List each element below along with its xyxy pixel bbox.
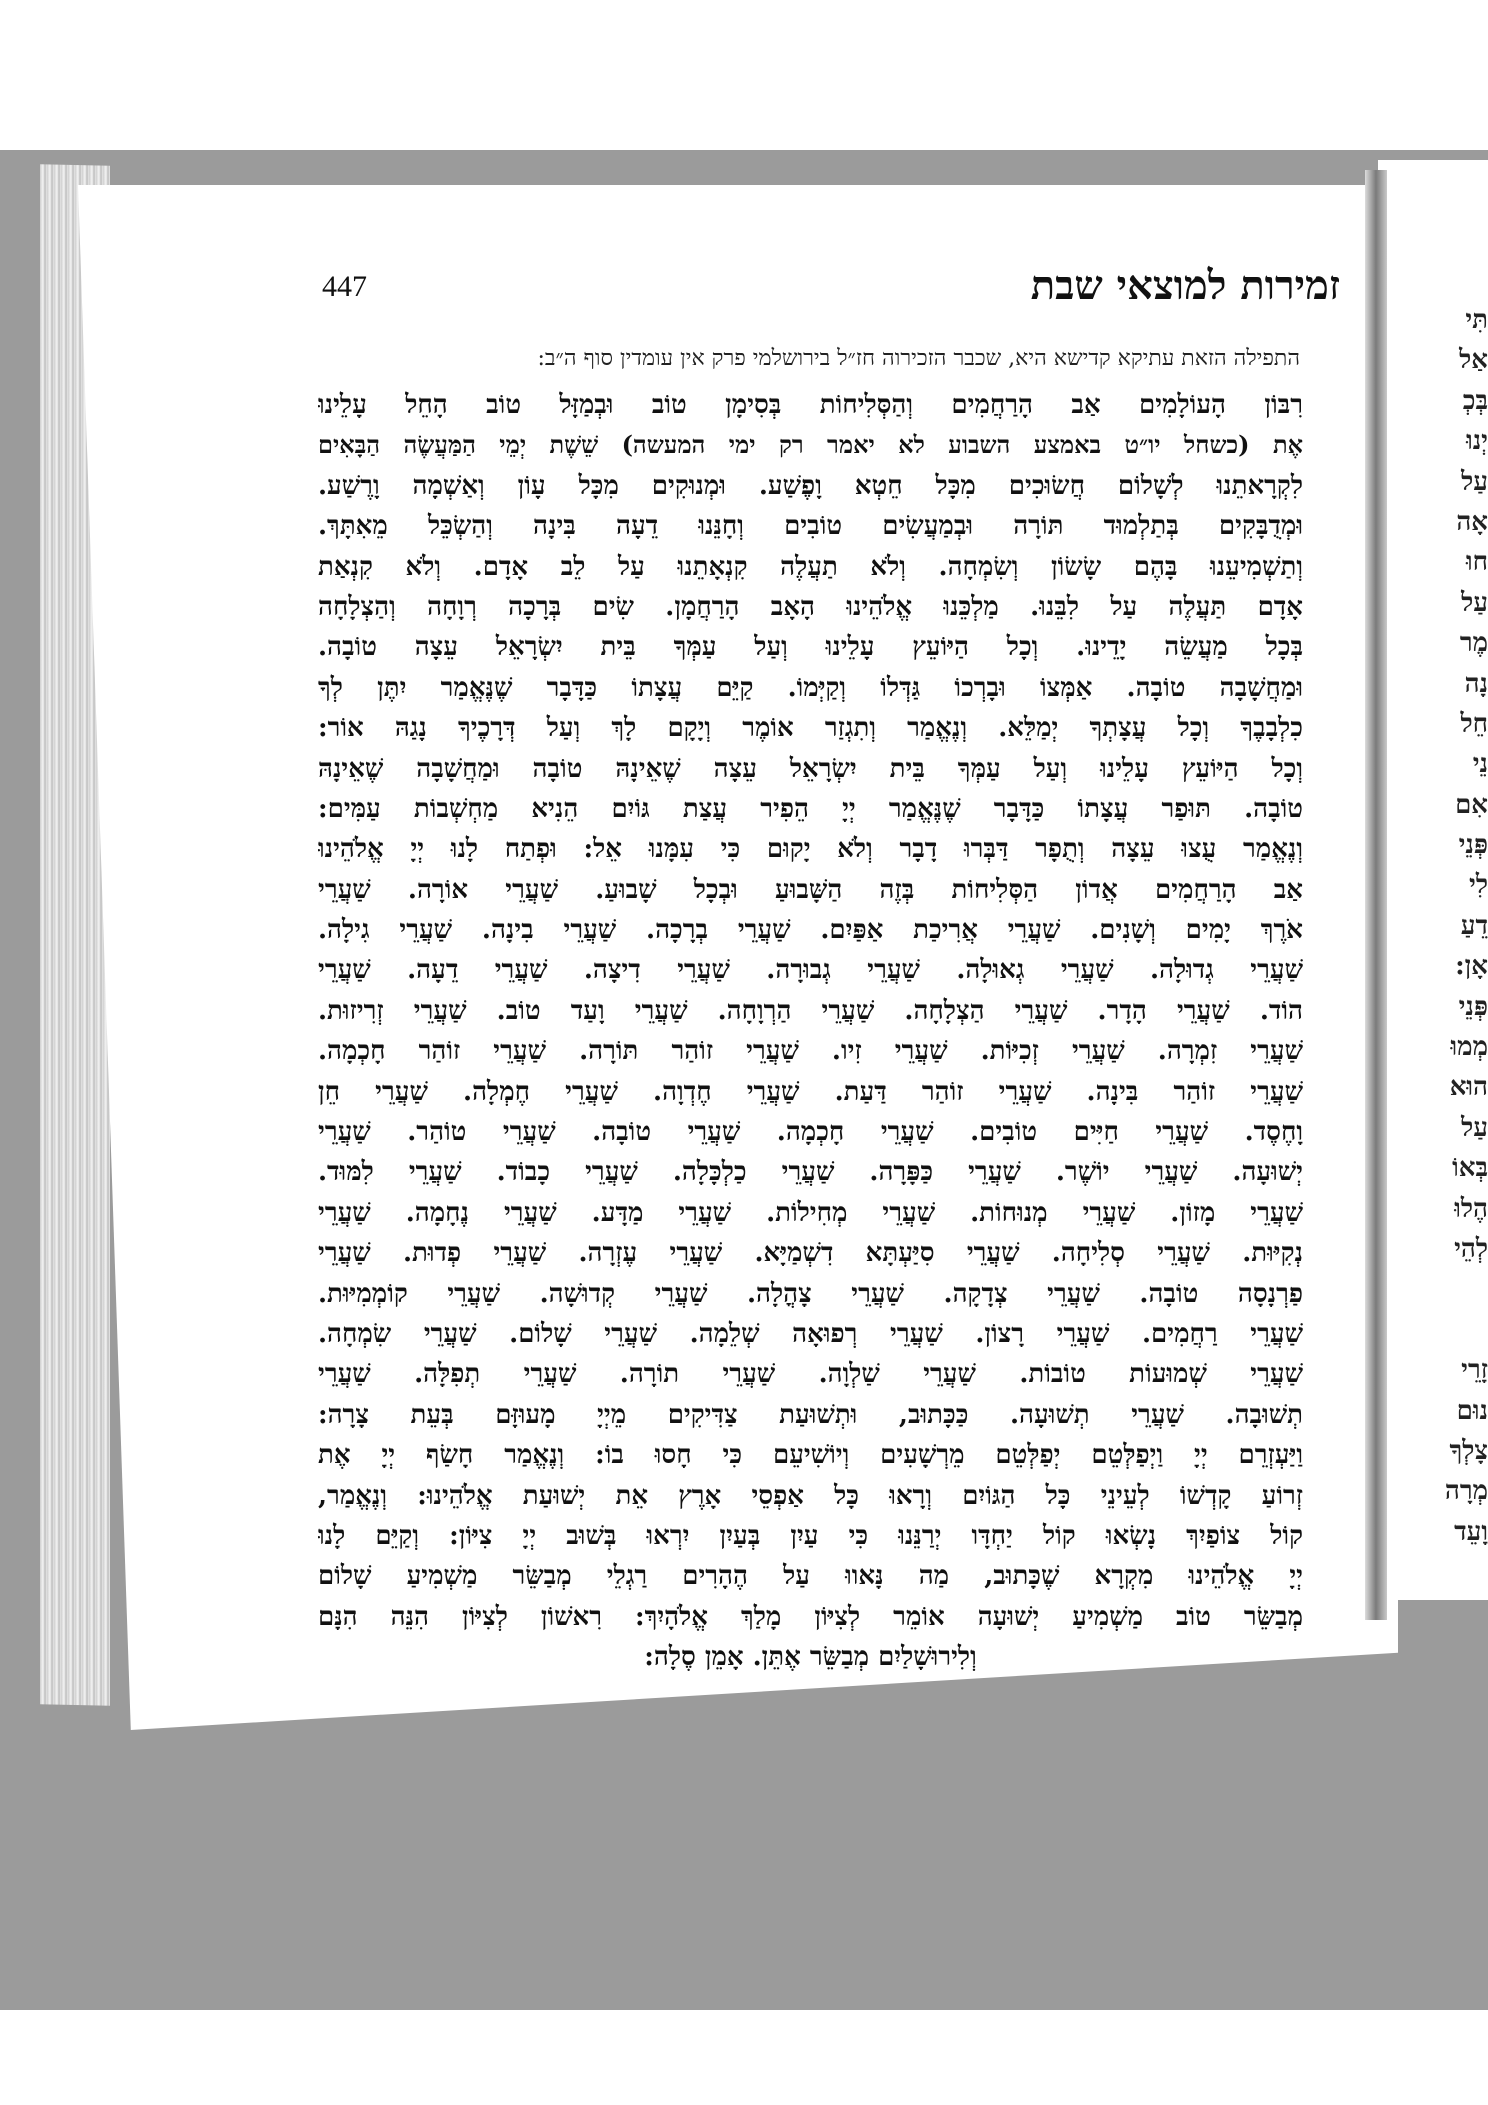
right-page-fragment: מְרָה [1444, 1476, 1488, 1507]
right-page-fragment: נֵי [1472, 749, 1488, 780]
right-page-fragment: וָעֵד [1454, 1516, 1488, 1547]
text-line: וּמַחֲשָׁבָה טוֹבָה. אַמְּצוֹ וּבָרְכוֹ גַּדְּלוֹ וְקַיְּמוֹ. קַיֵּם עֲצָתוֹ כַּדָּבָר שֶׁנֶּאֱמַר יִתֶּן לְךָ [318, 672, 1303, 703]
text-line: שַׁעֲרֵי זִמְרָה. שַׁעֲרֵי זְכִיּוֹת. שַׁעֲרֵי זִיו. שַׁעֲרֵי זוֹהַר תּוֹרָה. שַׁעֲרֵי זוֹהַר חָכְמָה. [318, 1036, 1303, 1067]
text-line: שַׁעֲרֵי רַחֲמִים. שַׁעֲרֵי רָצוֹן. שַׁעֲרֵי רְפוּאָה שְׁלֵמָה. שַׁעֲרֵי שָׁלוֹם. שַׁעֲרֵי שִׂמְחָה. [318, 1318, 1303, 1349]
right-page-fragment: אִם [1455, 789, 1488, 820]
right-page-fragment: אָן: [1455, 951, 1488, 982]
right-page-fragment: תִּי [1465, 305, 1488, 335]
text-line: טוֹבָה. תּוּפַר עֲצָתוֹ כַּדָּבָר שֶׁנֶּאֱמַר יְיָ הֵפִיר עֲצַת גּוֹיִם הֵנִיא מַחְשְׁבוֹת עַמִּים: [318, 793, 1303, 824]
right-page-fragment: עַל [1461, 1112, 1488, 1143]
right-page-text-fragments [1420, 300, 1488, 1552]
text-line: זְרוֹעַ קָדְשׁוֹ לְעֵינֵי כָּל הַגּוֹיִם וְרָאוּ כָּל אַפְסֵי אָרֶץ אֵת יְשׁוּעַת אֱלֹהֵינוּ: וְנֶאֱמַר, [318, 1480, 1303, 1511]
text-line: יְשׁוּעָה. שַׁעֲרֵי יוֹשֶׁר. שַׁעֲרֵי כַּפָּרָה. שַׁעֲרֵי כַלְכָּלָה. שַׁעֲרֵי כָבוֹד. שַׁעֲרֵי לִמּוּד. [318, 1157, 1303, 1188]
right-page-fragment: פְּנֵי [1458, 991, 1488, 1022]
text-line: בְּכָל מַעֲשֵׂה יָדֵינוּ. וְכָל הַיּוֹעֵץ עָלֵינוּ וְעַל עַמְּךָ בֵּית יִשְׂרָאֵל עֵצָה טוֹבָה. [318, 632, 1303, 663]
right-page-fragment: אַל [1459, 345, 1488, 376]
right-page-fragment: נוּם [1456, 1395, 1488, 1426]
text-line: יְיָ אֱלֹהֵינוּ מִקְרָא שֶׁכָּתוּב, מַה נָּאווּ עַל הֶהָרִים רַגְלֵי מְבַשֵּׂר מַשְׁמִיעַ שָׁלוֹם [318, 1561, 1303, 1592]
text-line: אַב הָרַחֲמִים אֲדוֹן הַסְּלִיחוֹת בְּזֶה הַשָּׁבוּעַ וּבְכָל שָׁבוּעַ. שַׁעֲרֵי אוֹרָה. שַׁעֲרֵי [318, 874, 1303, 905]
intro-note: התפילה הזאת עתיקא קדישא היא, שכבר הזכירוה חז״ל בירושלמי פרק אין עומדין סוף ה״ב: [537, 346, 1300, 371]
text-line: אָדָם תַּעֲלֶה עַל לִבֵּנוּ. מַלְכֵּנוּ אֱלֹהֵינוּ הָאָב הָרַחֲמָן. שִׂים בְּרָכָה רְוָחָה וְהַצְלָחָה [318, 591, 1303, 622]
right-page-fragment: צָלְךָ [1449, 1435, 1488, 1466]
text-line: וּמְדֻבָּקִים בְּתַלְמוּד תּוֹרָה וּבְמַעֲשִׂים טוֹבִים וְחָנֵּנוּ דֵעָה בִּינָה וְהַשְׂכֵּל מֵאִתָּךְ. [318, 511, 1303, 542]
text-line: אֹרֶךְ יָמִים וְשָׁנִים. שַׁעֲרֵי אֲרִיכַת אַפַּיִם. שַׁעֲרֵי בְרָכָה. שַׁעֲרֵי בִינָה. שַׁעֲרֵי גִילָה. [318, 915, 1303, 946]
text-line: וְנֶאֱמַר עֻצוּ עֵצָה וְתֻפָר דַּבְּרוּ דָבָר וְלֹא יָקוּם כִּי עִמָּנוּ אֵל: וּפְתַח לָנוּ יְיָ אֱלֹהֵינוּ [318, 834, 1303, 865]
right-page-fragment: מֶר [1459, 628, 1488, 659]
right-page-fragment: דֵעַ [1460, 910, 1488, 941]
text-line: שַׁעֲרֵי זוֹהַר בִּינָה. שַׁעֲרֵי זוֹהַר דַּעַת. שַׁעֲרֵי חֶדְוָה. שַׁעֲרֵי חֶמְלָה. שַׁעֲרֵי חֵן [318, 1076, 1303, 1107]
text-line: שַׁעֲרֵי גְדוּלָה. שַׁעֲרֵי גְאוּלָה. שַׁעֲרֵי גְבוּרָה. שַׁעֲרֵי דִיצָה. שַׁעֲרֵי דֵעָה. שַׁעֲרֵי [318, 955, 1303, 986]
text-line: וְתַשְׁמִיעֵנוּ בָּהֶם שָׂשׂוֹן וְשִׂמְחָה. וְלֹא תַעֲלֶה קִנְאָתֵנוּ עַל לֵב אָדָם. וְלֹא קִנְאַת [318, 551, 1303, 582]
right-page-fragment: הֶלוּ [1454, 1193, 1488, 1224]
right-page-fragment: הוּא [1449, 1072, 1488, 1103]
right-page-fragment [1420, 1269, 1488, 1309]
text-line: מְבַשֵּׂר טוֹב מַשְׁמִיעַ יְשׁוּעָה אוֹמֵר לְצִיּוֹן מָלַךְ אֱלֹהָיִךְ: רִאשׁוֹן לְצִיּוֹן הִנֵּה הִנָּם [318, 1601, 1303, 1632]
right-page-fragment: זָרֵי [1461, 1355, 1488, 1386]
right-page-fragment: חֵל [1460, 708, 1488, 739]
text-line: נְקִיּוּת. שַׁעֲרֵי סְלִיחָה. שַׁעֲרֵי סִיַּעְתָּא דִשְׁמַיָּא. שַׁעֲרֵי עֶזְרָה. שַׁעֲרֵי פְדוּת. שַׁעֲרֵי [318, 1238, 1303, 1269]
book-gutter [1365, 170, 1387, 1620]
right-page-fragment: בְּאוֹ [1452, 1153, 1488, 1184]
right-page-fragment: פְּנֵי [1458, 830, 1488, 861]
right-page-fragment: יְנוּ [1466, 426, 1488, 457]
page-title: זמירות למוצאי שבת [1030, 262, 1340, 309]
right-page-fragment: נָה [1464, 668, 1488, 699]
text-line: אֶת (כשחל יו״ט באמצע השבוע לא יאמר רק ימי המעשה) שֵׁשֶׁת יְמֵי הַמַּעֲשֶׂה הַבָּאִים [318, 430, 1303, 460]
text-line: וְלִירוּשָׁלַיִם מְבַשֵּׂר אֶתֵּן. אָמֵן סֶלָה: [644, 1642, 977, 1673]
right-page-fragment: חוּ [1465, 547, 1488, 578]
text-line: רִבּוֹן הָעוֹלָמִים אַב הָרַחֲמִים וְהַסְּלִיחוֹת בְּסִימָן טוֹב וּבְמַזָּל טוֹב הָחֵל עָלֵינוּ [318, 390, 1303, 420]
text-line: שַׁעֲרֵי מָזוֹן. שַׁעֲרֵי מְנוּחוֹת. שַׁעֲרֵי מְחִילוֹת. שַׁעֲרֵי מַדָּע. שַׁעֲרֵי נֶחָמָה. שַׁעֲרֵי [318, 1197, 1303, 1228]
text-line: וַיַּעְזְרֵם יְיָ וַיְפַלְּטֵם יְפַלְּטֵם מֵרְשָׁעִים וְיוֹשִׁיעֵם כִּי חָסוּ בוֹ: וְנֶאֱמַר חָשַׂף יְיָ אֶת [318, 1440, 1303, 1471]
right-page-fragment: מְמוּ [1450, 1032, 1488, 1063]
text-line: הוֹד. שַׁעֲרֵי הָדָר. שַׁעֲרֵי הַצְלָחָה. שַׁעֲרֵי הַרְוָחָה. שַׁעֲרֵי וָעַד טוֹב. שַׁעֲרֵי זְרִיזוּת. [318, 995, 1303, 1026]
text-line: שַׁעֲרֵי שְׁמוּעוֹת טוֹבוֹת. שַׁעֲרֵי שַׁלְוָה. שַׁעֲרֵי תוֹרָה. שַׁעֲרֵי תְפִלָּה. שַׁעֲרֵי [318, 1359, 1303, 1390]
right-page-fragment [1420, 1310, 1488, 1350]
right-page-fragment: לִי [1469, 870, 1488, 901]
page-number: 447 [322, 270, 367, 303]
right-page-fragment: עַל [1461, 587, 1488, 618]
right-page-fragment: אָה [1456, 506, 1488, 537]
right-page-fragment: בְּכְ [1462, 385, 1488, 416]
right-page-fragment: לְהֵי [1454, 1233, 1488, 1264]
prayer-text [318, 385, 1303, 1678]
text-line: קוֹל צוֹפַיִךְ נָשְׂאוּ קוֹל יַחְדָּו יְרַנֵּנוּ כִּי עַיִן בְּעַיִן יִרְאוּ בְּשׁוּב יְיָ צִיּוֹן: וְקַיֵּם לָנוּ [318, 1520, 1303, 1551]
text-line: וְכָל הַיּוֹעֵץ עָלֵינוּ וְעַל עַמְּךָ בֵּית יִשְׂרָאֵל עֵצָה שֶׁאֵינָהּ טוֹבָה וּמַחֲשָׁבָה שֶׁאֵינָהּ [318, 753, 1303, 784]
right-page-fragment: עַל [1461, 466, 1488, 497]
text-line: לִקְרָאתֵנוּ לְשָׁלוֹם חֲשׂוּכִים מִכָּל חֵטְא וָפֶשַׁע. וּמְנוּקִים מִכָּל עָוֹן וְאַשְׁמָה וָרֶשַׁע. [318, 470, 1303, 501]
text-line: כִלְבָבֶךָ וְכָל עֲצָתְךָ יְמַלֵּא. וְנֶאֱמַר וְתִגְזַר אוֹמֶר וְיָקָם לָךְ וְעַל דְּרָכֶיךָ נָגַהּ אוֹר: [318, 713, 1303, 744]
text-line: פַרְנָסָה טוֹבָה. שַׁעֲרֵי צְדָקָה. שַׁעֲרֵי צָהֳלָה. שַׁעֲרֵי קְדוּשָׁה. שַׁעֲרֵי קוֹמְמִיּוּת. [318, 1278, 1303, 1309]
text-line: תְשׁוּבָה. שַׁעֲרֵי תְשׁוּעָה. כַּכָּתוּב, וּתְשׁוּעַת צַדִּיקִים מֵיְיָ מָעוּזָּם בְּעֵת צָרָה: [318, 1399, 1303, 1430]
text-line: וָחֶסֶד. שַׁעֲרֵי חַיִּים טוֹבִים. שַׁעֲרֵי חָכְמָה. שַׁעֲרֵי טוֹבָה. שַׁעֲרֵי טוֹהַר. שַׁעֲרֵי [318, 1117, 1303, 1148]
